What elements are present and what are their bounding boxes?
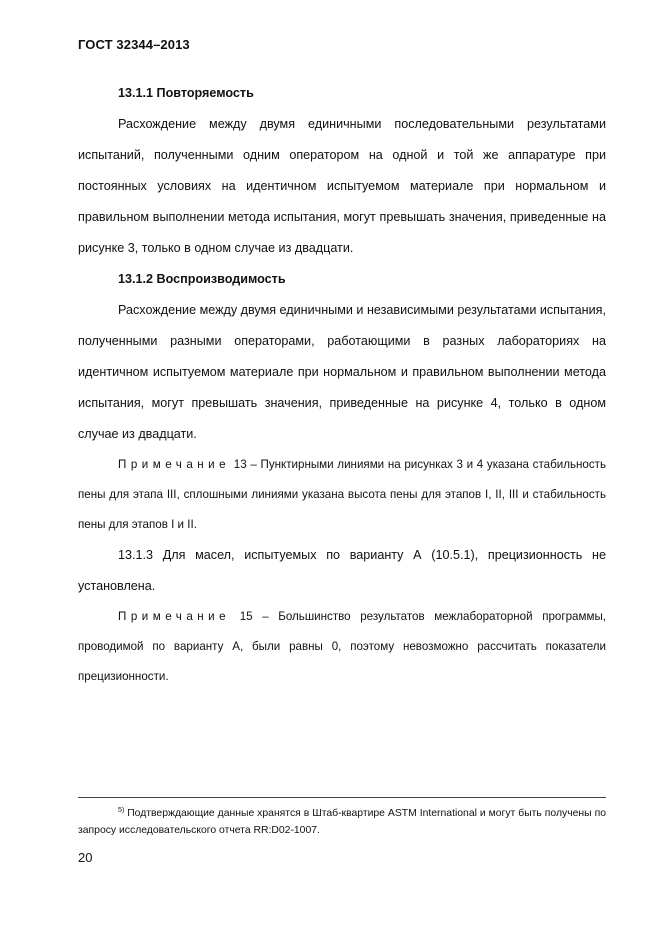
footnote-marker: 5): [118, 807, 125, 814]
paragraph-variant-a: 13.1.3 Для масел, испытуемых по варианту А (10.5.1), прецизионность не установлена.: [78, 548, 606, 593]
footnote: [78, 802, 606, 839]
note-13: [78, 450, 606, 540]
main-text-block: [78, 78, 606, 692]
paragraph-reproducibility: Расхождение между двумя единичными и независимыми результатами испытания, полученными разными операторами, работающими в разных лабораториях на идентичном испытуемом материале при нормальном и правильном выполнении метода испытания, могут превышать значения, приведенные на рисунке 4, только в одном случае из двадцати.: [78, 303, 606, 441]
footnote-divider: [78, 797, 606, 798]
page-number: 20: [78, 850, 93, 865]
document-code-header: ГОСТ 32344–2013: [78, 37, 190, 52]
section-heading-repeatability: 13.1.1 Повторяемость: [118, 86, 254, 100]
note-15-label: Примечание: [118, 610, 231, 623]
section-heading-reproducibility: 13.1.2 Воспроизводимость: [118, 272, 286, 286]
note-15-text: 15 – Большинство результатов межлабораторной программы, проводимой по варианту А, были равны 0, поэтому невозможно рассчитать показатели прецизионности.: [78, 610, 606, 683]
note-13-text: 13 – Пунктирными линиями на рисунках 3 и 4 указана стабильность пены для этапа III, сплошными линиями указана высота пены для этапов I, II, III и стабильность пены для этапов I и II.: [78, 458, 606, 531]
note-13-label: Примечание: [118, 458, 231, 471]
footnote-text: Подтверждающие данные хранятся в Штаб-квартире ASTM International и могут быть получены по запросу исследовательского отчета RR:D02-1007.: [78, 808, 606, 836]
paragraph-repeatability: Расхождение между двумя единичными последовательными результатами испытаний, полученными одним оператором на одной и той же аппаратуре при постоянных условиях на идентичном испытуемом материале при нормальном и правильном выполнении метода испытания, могут превышать значения, приведенные на рисунке 3, только в одном случае из двадцати.: [78, 117, 606, 255]
note-15: [78, 602, 606, 692]
